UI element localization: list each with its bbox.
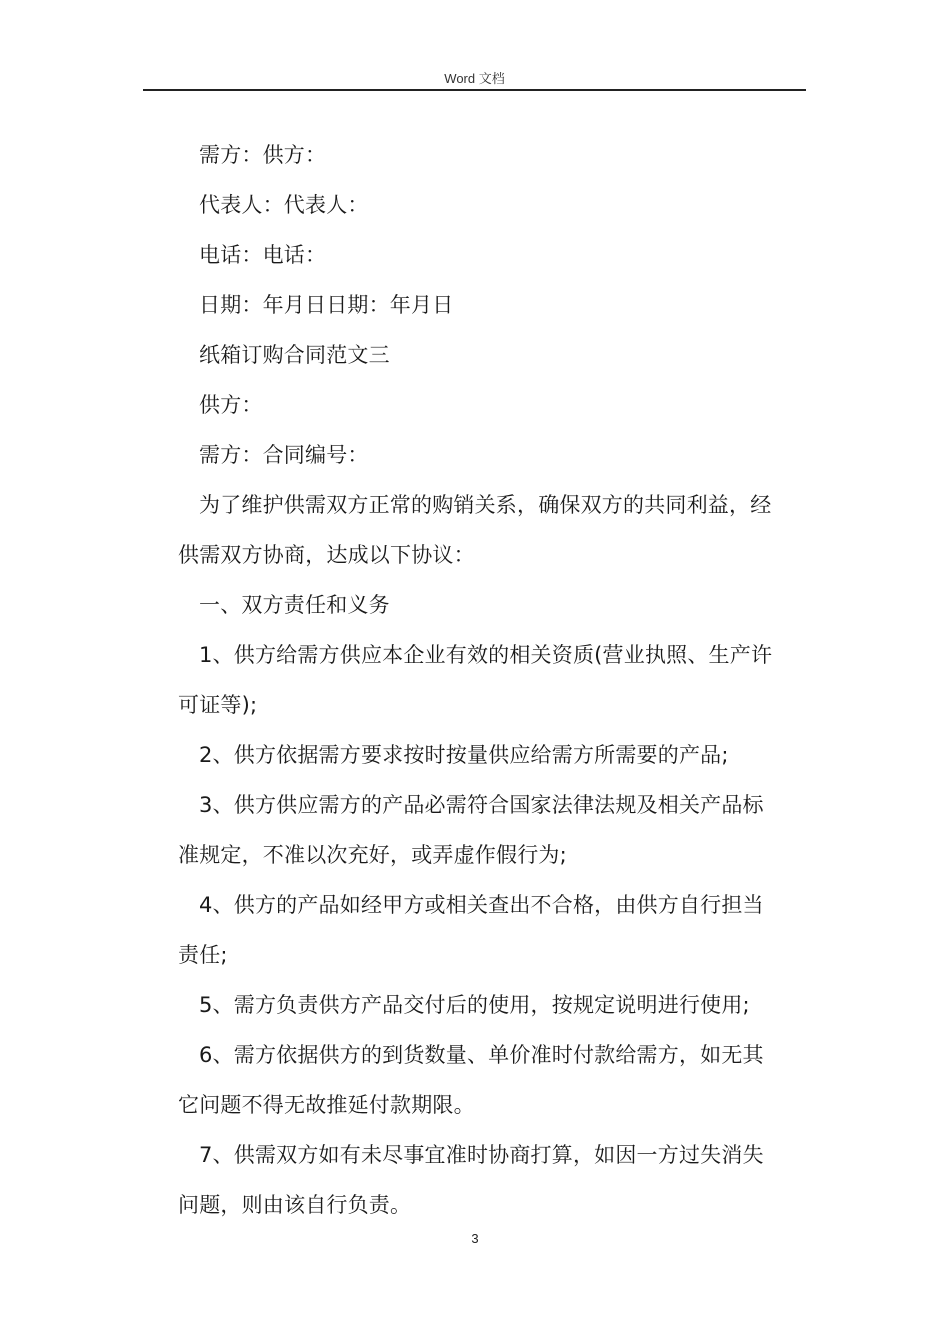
paragraph-line: 电话：电话： bbox=[199, 243, 327, 267]
paragraph-line: 供需双方协商，达成以下协议： bbox=[178, 543, 475, 567]
list-item-continuation: 可证等); bbox=[178, 693, 258, 717]
list-item: 7、供需双方如有未尽事宜准时协商打算，如因一方过失消失 bbox=[199, 1143, 764, 1167]
list-item: 3、供方供应需方的产品必需符合国家法律法规及相关产品标 bbox=[199, 793, 764, 817]
list-item-continuation: 准规定，不准以次充好，或弄虚作假行为; bbox=[178, 843, 567, 867]
list-item: 1、供方给需方供应本企业有效的相关资质(营业执照、生产许 bbox=[199, 643, 773, 667]
page-header bbox=[143, 64, 806, 91]
paragraph-line: 需方：供方： bbox=[199, 143, 327, 167]
list-item: 6、需方依据供方的到货数量、单价准时付款给需方，如无其 bbox=[199, 1043, 764, 1067]
document-body bbox=[178, 130, 806, 1230]
list-item-continuation: 它问题不得无故推延付款期限。 bbox=[178, 1093, 475, 1117]
list-item: 4、供方的产品如经甲方或相关查出不合格，由供方自行担当 bbox=[199, 893, 764, 917]
paragraph-line: 需方：合同编号： bbox=[199, 443, 369, 467]
page-number: 3 bbox=[471, 1231, 479, 1246]
section-title: 纸箱订购合同范文三 bbox=[199, 343, 390, 367]
list-item-continuation: 问题，则由该自行负责。 bbox=[178, 1193, 412, 1217]
section-heading: 一、双方责任和义务 bbox=[199, 593, 390, 617]
paragraph-line: 为了维护供需双方正常的购销关系，确保双方的共同利益，经 bbox=[199, 493, 772, 517]
list-item-continuation: 责任; bbox=[178, 943, 228, 967]
header-title: Word 文档 bbox=[444, 71, 505, 86]
list-item: 2、供方依据需方要求按时按量供应给需方所需要的产品; bbox=[199, 743, 729, 767]
paragraph-line: 供方： bbox=[199, 393, 263, 417]
paragraph-line: 代表人：代表人： bbox=[199, 193, 369, 217]
list-item: 5、需方负责供方产品交付后的使用，按规定说明进行使用; bbox=[199, 993, 750, 1017]
paragraph-line: 日期：年月日日期：年月日 bbox=[199, 293, 454, 317]
